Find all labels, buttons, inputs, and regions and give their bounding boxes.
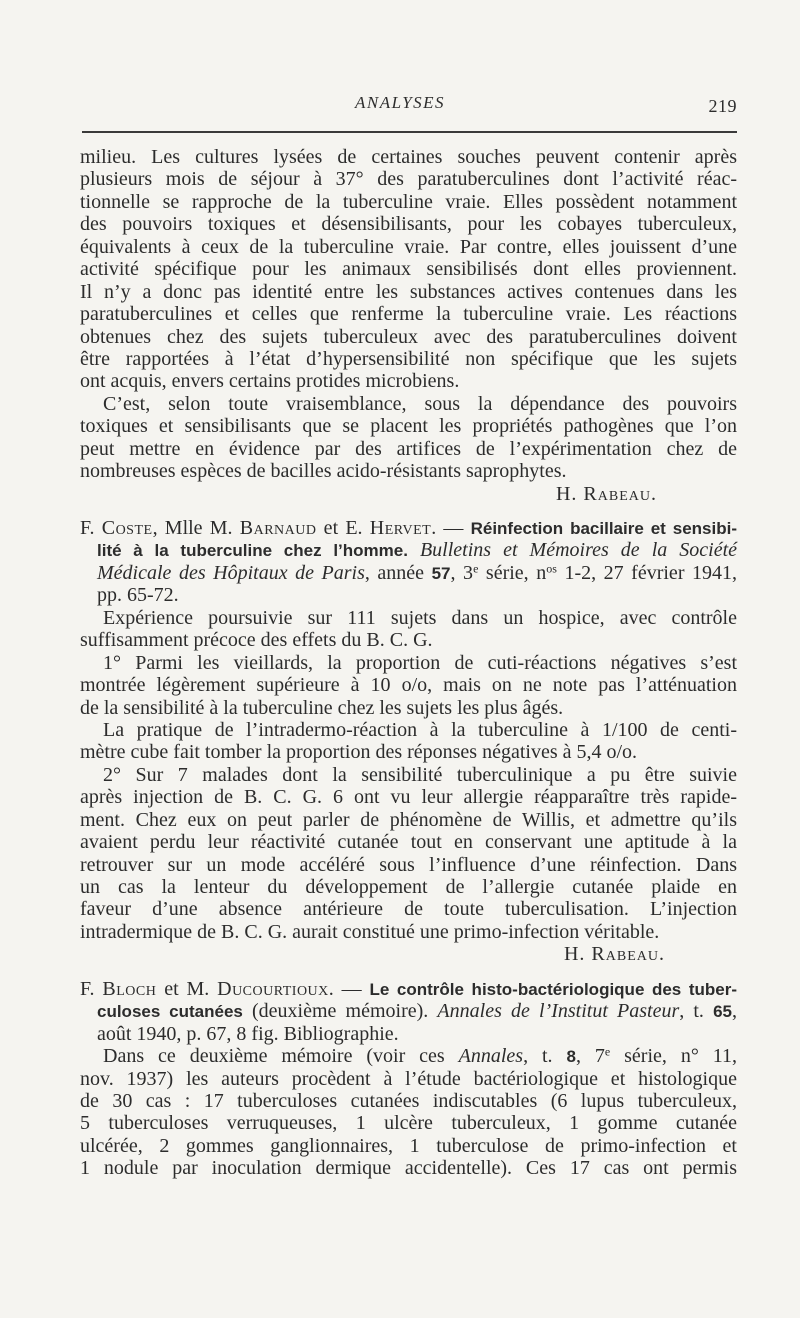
text-line: ulcérée, 2 gommes ganglionnaires, 1 tuberculose de primo-infection et xyxy=(80,1134,737,1157)
citation-date-pages: août 1940, p. 67, 8 fig. Bibliographie. xyxy=(97,1022,399,1045)
year-number: 57 xyxy=(431,563,451,583)
text-line: de la sensibilité à la tuberculine chez les sujets les plus âgés. xyxy=(80,696,564,719)
text-line: ont acquis, envers certains protides microbiens. xyxy=(80,370,460,393)
text-line: obtenues chez des sujets tuberculeux avec des paratuberculines doivent xyxy=(80,325,737,348)
text-line: être rapportées à l’état d’hypersensibilité non spécifique que les sujets xyxy=(80,347,737,370)
journal-title: Annales xyxy=(458,1045,524,1068)
text-line: mètre cube fait tomber la proportion des réponses négatives à 5,4 o/o. xyxy=(80,741,638,764)
text-line: paratuberculines et celles que renferme la tuberculine vraie. Les réactions xyxy=(80,303,737,326)
author-separator: et E. xyxy=(316,517,370,539)
text-line: activité spécifique pour les animaux sensibilisés dont elles proviennent. xyxy=(80,258,737,281)
citation-line xyxy=(80,978,737,1000)
previous-review-ending xyxy=(80,146,737,505)
citation xyxy=(80,978,737,1045)
volume-number: 8 xyxy=(566,1047,576,1067)
article-title: culoses cutanées xyxy=(97,1002,243,1022)
citation-line xyxy=(80,539,737,561)
author-surname: Bloch xyxy=(102,977,157,1000)
citation-line xyxy=(80,1000,737,1022)
text-line: 1° Parmi les vieillards, la proportion de cuti-réactions négatives s’est xyxy=(103,651,737,674)
volume-prefix: , t. xyxy=(679,1000,714,1023)
review-entry xyxy=(80,517,737,966)
series-prefix: , 3 xyxy=(450,561,474,584)
text-line: Expérience poursuivie sur 111 sujets dans un hospice, avec contrôle xyxy=(103,606,737,629)
text-line: 5 tuberculoses verruqueuses, 1 ulcère tuberculeux, 1 gomme cutanée xyxy=(80,1112,737,1135)
text-line: montrée légèrement supérieure à 10 o/o, mais on ne note pas l’atténuation xyxy=(80,674,737,697)
text-line: faveur d’une absence antérieure de toute tuberculisation. L’injection xyxy=(80,898,737,921)
review-entry xyxy=(80,978,737,1180)
series-prefix: , 7 xyxy=(575,1045,605,1068)
text-segment: Dans ce deuxième mémoire (voir ces xyxy=(103,1045,459,1068)
superscript: e xyxy=(604,1044,611,1059)
text-line: suffisamment précoce des effets du B. C. G. xyxy=(80,629,433,652)
citation-note: (deuxième mémoire). xyxy=(242,1000,438,1023)
citation xyxy=(80,517,737,607)
author-surname: Coste xyxy=(101,517,153,539)
author-surname: Barnaud xyxy=(239,517,317,539)
paragraph xyxy=(80,764,737,944)
reviewer-signature: H. Rabeau. xyxy=(555,482,657,505)
author-separator: , Mlle M. xyxy=(152,517,240,539)
text-line: retrouver sur un mode accéléré sous l’influence d’une réinfection. Dans xyxy=(80,853,737,876)
text-line: peut mettre en évidence par des artifices de l’expérimentation chez de xyxy=(80,437,737,460)
journal-title: Bulletins et Mémoires de la Société xyxy=(419,539,738,562)
text-line: milieu. Les cultures lysées de certaines souches peuvent contenir après xyxy=(80,146,737,168)
text-line: toxiques et sensibilisants que se placent les propriétés pathogènes que l’on xyxy=(80,415,737,438)
paragraph xyxy=(80,146,737,393)
page-number: 219 xyxy=(708,96,737,116)
author-initial: F. xyxy=(80,517,102,539)
text-line: 1 nodule par inoculation dermique accidentelle). Ces 17 cas ont permis xyxy=(80,1157,737,1180)
paragraph xyxy=(80,719,737,764)
paragraph xyxy=(80,393,737,483)
superscript: os xyxy=(546,561,557,576)
issue-date: 1-2, 27 février 1941, xyxy=(556,561,738,584)
journal-title: Médicale des Hôpitaux de Paris xyxy=(97,561,365,584)
text-segment: série, n° 11, xyxy=(610,1045,737,1068)
text-line: équivalents à ceux de la tuberculine vraie. Par contre, elles jouissent d’une xyxy=(80,235,737,258)
text-line: avaient perdu leur réactivité cutanée tout en conservant une aptitude à la xyxy=(80,831,737,854)
text-line: nov. 1937) les auteurs procèdent à l’étude bactériologique et histologique xyxy=(80,1067,737,1090)
text-line: de 30 cas : 17 tuberculoses cutanées indiscutables (6 lupus tuberculeux, xyxy=(80,1089,737,1112)
volume-prefix: , t. xyxy=(523,1045,567,1068)
article-title: Réinfection bacillaire et sensibi- xyxy=(470,519,737,538)
superscript: e xyxy=(473,561,479,576)
volume-suffix: , xyxy=(731,1000,737,1023)
text-line: nombreuses espèces de bacilles acido-résistants saprophytes. xyxy=(80,460,567,483)
text-line: C’est, selon toute vraisemblance, sous la dépendance des pouvoirs xyxy=(103,392,737,415)
year-prefix: , année xyxy=(364,561,432,584)
text-line: plusieurs mois de séjour à 37° des paratuberculines dont l’activité réac- xyxy=(80,168,737,191)
text-line: ment. Chez eux on peut parler de phénomène de Willis, et admettre qu’ils xyxy=(80,808,737,831)
text-line: des pouvoirs toxiques et désensibilisants, pour les cobayes tuberculeux, xyxy=(80,213,737,236)
series-suffix: série, n xyxy=(478,561,547,584)
text-line: 2° Sur 7 malades dont la sensibilité tuberculinique a pu être suivie xyxy=(103,763,737,786)
running-title: ANALYSES xyxy=(354,93,446,112)
volume-number: 65 xyxy=(713,1002,732,1022)
text-line xyxy=(80,1045,737,1067)
text-line: un cas la lenteur du développement de l’allergie cutanée plaide en xyxy=(80,876,737,898)
citation-pages: pp. 65-72. xyxy=(97,584,179,607)
title-dash: . — xyxy=(328,977,370,1000)
journal-title: Annales de l’Institut Pasteur xyxy=(437,1000,680,1023)
text-line: après injection de B. C. G. 6 ont vu leur allergie réapparaître très rapide- xyxy=(80,786,737,809)
paragraph xyxy=(80,607,737,652)
header-rule xyxy=(82,131,737,133)
paragraph xyxy=(80,1045,737,1180)
author-surname: Ducourtioux xyxy=(217,977,329,1000)
reviewer-signature: H. Rabeau. xyxy=(563,943,665,966)
text-line: Il n’y a donc pas identité entre les substances actives contenues dans les xyxy=(80,280,737,303)
text-line: intradermique de B. C. G. aurait constitué une primo-infection véritable. xyxy=(80,920,660,943)
text-line: La pratique de l’intradermo-réaction à la tuberculine à 1/100 de centi- xyxy=(103,718,737,741)
text-line: tionnelle se rapproche de la tuberculine vraie. Elles possèdent notamment xyxy=(80,190,737,213)
title-dash: . — xyxy=(431,517,471,539)
author-separator: et M. xyxy=(156,977,218,1000)
author-initial: F. xyxy=(80,977,103,1000)
citation-line xyxy=(80,562,737,584)
article-title: Le contrôle histo-bactériologique des tuber- xyxy=(369,979,738,999)
author-surname: Hervet xyxy=(369,517,432,539)
article-title: lité à la tuberculine chez l’homme. xyxy=(97,541,408,561)
paragraph xyxy=(80,652,737,719)
text-column xyxy=(80,146,737,1180)
citation-line xyxy=(80,517,737,539)
